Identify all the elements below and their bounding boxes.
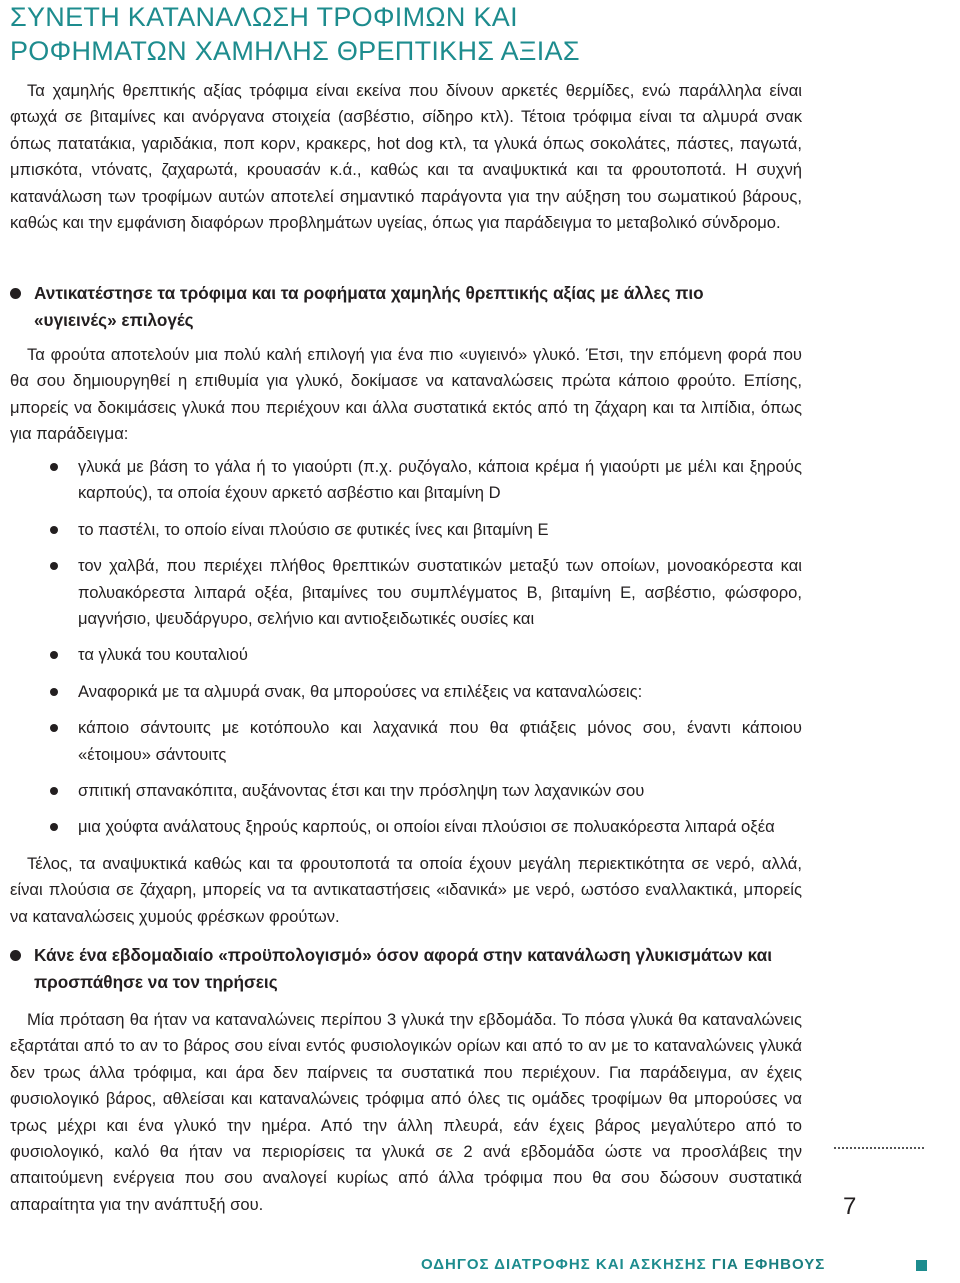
sweets-paragraph: Μία πρόταση θα ήταν να καταναλώνεις περίπου 3 γλυκά την εβδομάδα. Το πόσα γλυκά θα καταναλώνεις εξαρτάται από το αν το βάρος σου είναι εντός φυσιολογικών ορίων και από το αν με το καταναλώνεις γλυκά δεν τρως άλλα τρόφιμα, και άρα δεν παίρνεις τα συστατικά που περιέχουν. Για παράδειγμα, αν έχεις φυσιολογικό βάρος, αθλείσαι και καταναλώνεις τρόφιμα από όλες τις ομάδες τροφίμων θα μπορούσες να τρως μέχρι και ένα γλυκό την ημέρα. Από την άλλη πλευρά, εάν έχεις βάρος μεγαλύτερο από το φυσιολογικό, καλό θα ήταν να περιορίσεις τα γλυκά σε 2 ανά εβδομάδα ώστε να προσλάβεις την απαιτούμενη ενέργεια που σου αναλογεί κυρίως από άλλα τρόφιμα που θα σου δώσουν συστατικά απαραίτητα για την ανάπτυξή σου. (10, 1010, 802, 1214)
bullet-icon (50, 724, 58, 732)
heading-bullet-icon (10, 288, 21, 299)
footer-main: ΟΔΗΓΟΣ ΔΙΑΤΡΟΦΗΣ ΚΑΙ ΑΣΚΗΣΗΣ (421, 1256, 707, 1273)
footer-highlight: ΓΙΑ ΕΦΗΒΟΥΣ (711, 1256, 826, 1273)
title-line-1: ΣΥΝΕΤΗ ΚΑΤΑΝΑΛΩΣΗ ΤΡΟΦΙΜΩΝ ΚΑΙ (10, 2, 518, 32)
healthy-options-list (50, 454, 802, 851)
list-item: σπιτική σπανακόπιτα, αυξάνοντας έτσι και την πρόσληψη των λαχανικών σου (50, 778, 802, 804)
section-heading-replace-foods (10, 280, 790, 334)
bullet-icon (50, 463, 58, 471)
page-number: 7 (843, 1193, 857, 1220)
list-item: γλυκά με βάση το γάλα ή το γιαούρτι (π.χ. ρυζόγαλο, κάποια κρέμα ή γιαούρτι με μέλι και ξηρούς καρπούς), τα οποία έχουν αρκετό ασβέστιο και βιταμίνη D (50, 454, 802, 507)
section-heading-text: Κάνε ένα εβδομαδιαίο «προϋπολογισμό» όσον αφορά στην κατανάλωση γλυκισμάτων και προσπάθησε να τον τηρήσεις (34, 945, 773, 992)
fruit-paragraph: Τα φρούτα αποτελούν μια πολύ καλή επιλογή για ένα πιο «υγιεινό» γλυκό. Έτσι, την επόμενη φορά που θα σου δημιουργηθεί η επιθυμία για γλυκό, δοκίμασε να καταναλώσεις πρώτα κάποιο φρούτο. Επίσης, μπορείς να δοκιμάσεις γλυκά που περιέχουν και άλλα συστατικά εκτός από τη ζάχαρη και τα λιπίδια, όπως για παράδειγμα: (10, 345, 802, 444)
list-item: το παστέλι, το οποίο είναι πλούσιο σε φυτικές ίνες και βιταμίνη Ε (50, 517, 802, 543)
heading-bullet-icon (10, 950, 21, 961)
title-line-2: ΡΟΦΗΜΑΤΩΝ ΧΑΜΗΛΗΣ ΘΡΕΠΤΙΚΗΣ ΑΞΙΑΣ (10, 36, 580, 66)
bullet-icon (50, 688, 58, 696)
footer-square-icon (916, 1260, 927, 1271)
intro-paragraph: Τα χαμηλής θρεπτικής αξίας τρόφιμα είναι εκείνα που δίνουν αρκετές θερμίδες, ενώ παράλληλα είναι φτωχά σε βιταμίνες και ανόργανα στοιχεία (ασβέστιο, σίδηρο κτλ). Τέτοια τρόφιμα είναι τα αλμυρά σνακ όπως πατατάκια, γαριδάκια, ποπ κορν, κρακερς, hot dog κτλ, τα γλυκά όπως σοκολάτες, πάστες, παγωτά, μπισκότα, ντόνατς, ζαχαρωτά, κρουασάν κ.ά., καθώς και τα αναψυκτικά και τα φρουτοποτά. Η συχνή κατανάλωση των τροφίμων αυτών αποτελεί σημαντικό παράγοντα για την αύξηση του σωματικού βάρους, καθώς και την εμφάνιση διαφόρων προβλημάτων υγείας, όπως για παράδειγμα το μεταβολικό σύνδρομο. (10, 81, 802, 233)
list-item: τον χαλβά, που περιέχει πλήθος θρεπτικών συστατικών μεταξύ των οποίων, μονοακόρεστα και πολυακόρεστα λιπαρά οξέα, βιταμίνες του συμπλέγματος Β, βιταμίνη Ε, ασβέστιο, φώσφορο, μαγνήσιο, ψευδάργυρο, σελήνιο και αντιοξειδωτικές ουσίες και (50, 553, 802, 632)
list-item: τα γλυκά του κουταλιού (50, 642, 802, 668)
section-heading-sweets-budget (10, 942, 810, 996)
bullet-icon (50, 526, 58, 534)
page-title (10, 0, 810, 68)
section-heading-text: Αντικατέστησε τα τρόφιμα και τα ροφήματα χαμηλής θρεπτικής αξίας με άλλες πιο «υγιεινές» επιλογές (34, 283, 704, 330)
bullet-icon (50, 823, 58, 831)
bullet-icon (50, 787, 58, 795)
footer-title (421, 1255, 825, 1275)
list-item-snack-intro: Αναφορικά με τα αλμυρά σνακ, θα μπορούσες να επιλέξεις να καταναλώσεις: (50, 679, 802, 705)
page-number-divider (834, 1147, 924, 1149)
drinks-paragraph: Τέλος, τα αναψυκτικά καθώς και τα φρουτοποτά τα οποία έχουν μεγάλη περιεκτικότητα σε νερό, αλλά, είναι πλούσια σε ζάχαρη, μπορείς να τα αντικαταστήσεις «ιδανικά» με νερό, ωστόσο εναλλακτικά, μπορείς να καταναλώσεις χυμούς φρέσκων φρούτων. (10, 854, 802, 926)
list-item: κάποιο σάντουιτς με κοτόπουλο και λαχανικά που θα φτιάξεις μόνος σου, έναντι κάποιου «έτοιμου» σάντουιτς (50, 715, 802, 768)
bullet-icon (50, 651, 58, 659)
bullet-icon (50, 562, 58, 570)
list-item: μια χούφτα ανάλατους ξηρούς καρπούς, οι οποίοι είναι πλούσιοι σε πολυακόρεστα λιπαρά οξέα (50, 814, 802, 840)
